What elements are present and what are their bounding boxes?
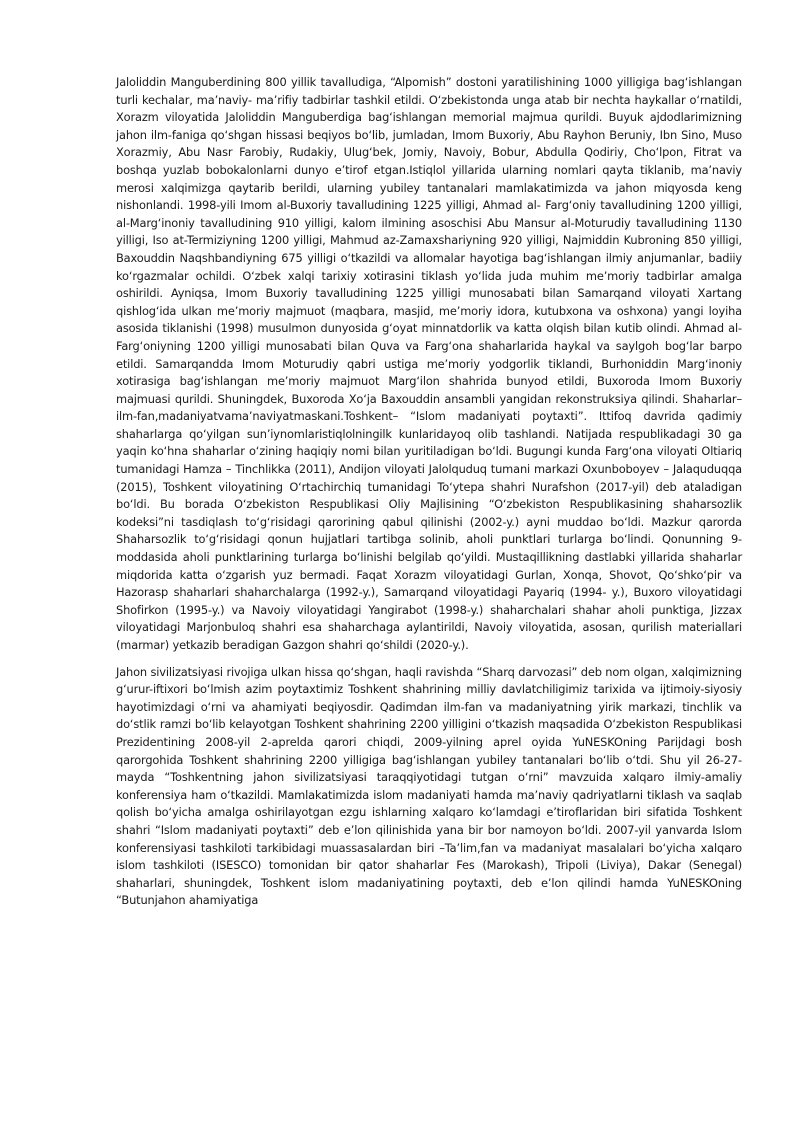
paragraph-1: Jaloliddin Manguberdining 800 yillik tavalludiga, “Alpomish” dostoni yaratilishining 1000 yilligiga bag‘ishlangan turli kechalar, ma’naviy- ma’rifiy tadbirlar tashkil etildi. O‘zbekistonda unga atab bir nechta haykallar o‘rnatildi, Xorazm viloyatida Jaloliddin Manguberdiga bag‘ishlangan memorial majmua qurildi. Buyuk ajdodlarimizning jahon ilm-faniga qo‘shgan hissasi beqiyos bo‘lib, jumladan, Imom Buxoriy, Abu Rayhon Beruniy, Ibn Sino, Muso Xorazmiy, Abu Nasr Farobiy, Rudakiy, Ulug‘bek, Jomiy, Navoiy, Bobur, Abdulla Qodiriy, Cho‘lpon, Fitrat va boshqa yuzlab bobokalonlarni dunyo e’tirof etgan.Istiqlol yillarida ularning nomlari qayta tiklanib, ma’naviy merosi xalqimizga qaytarib berildi, ularning yubiley tantanalari mamlakatimizda va jahon miqyosda keng nishonlandi. 1998-yili Imom al-Buxoriy tavalludining 1225 yilligi, Ahmad al- Farg‘oniy tavalludining 1200 yilligi, al-Marg‘inoniy tavalludining 910 yilligi, kalom ilmining asoschisi Abu Mansur al-Moturudiy tavalludining 1130 yilligi, Iso at-Termiziyning 1200 yilligi, Mahmud az-Zamaxshariyning 920 yilligi, Najmiddin Kubroning 850 yilligi, Baxouddin Naqshbandiyning 675 yilligi o‘tkazildi va allomalar hayotiga bag‘ishlangan ilmiy anjumanlar, badiiy ko‘rgazmalar ochildi. O‘zbek xalqi tarixiy xotirasini tiklash yo‘lida juda muhim me’moriy tadbirlar amalga oshirildi. Ayniqsa, Imom Buxoriy tavalludining 1225 yilligi munosabati bilan Samarqand viloyati Xartang qishlog‘ida ulkan me’moriy majmuot (maqbara, masjid, me’moriy idora, kutubxona va oshxona) yangi loyiha asosida tiklanishi (1998) musulmon dunyosida g‘oyat minnatdorlik va katta olqish bilan kutib olindi. Ahmad al- Farg‘oniyning 1200 yilligi munosabati bilan Quva va Farg‘ona shaharlarida haykal va saylgoh bog‘lar barpo etildi. Samarqandda Imom Moturudiy qabri ustiga me’moriy yodgorlik tiklandi, Burhoniddin Marg‘inoniy xotirasiga bag‘ishlangan me’moriy majmuot Marg‘ilon shahrida bunyod etildi, Buxoroda Imom Buxoriy majmuasi qurildi. Shuningdek, Buxoroda Xo‘ja Baxouddin ansambli yangidan rekonstruksiya qilindi. Shaharlar–ilm-fan,madaniyatvama’naviyatmaskani.Toshkent– “Islom madaniyati poytaxti”. Ittifoq davrida qadimiy shaharlarga qo‘yilgan sun’iynomlaristiqlolningilk kunlaridayoq olib tashlandi. Natijada respublikadagi 30 ga yaqin ko‘hna shaharlar o‘zining haqiqiy nomi bilan yuritiladigan bo‘ldi. Bugungi kunda Farg‘ona viloyati Oltiariq tumanidagi Hamza – Tinchlikka (2011), Andijon viloyati Jalolquduq tumani markazi Oxunboboyev – Jalaquduqqa (2015), Toshkent viloyatining O‘rtachirchiq tumanidagi To‘ytepa shahri Nurafshon (2017-yil) deb ataladigan bo‘ldi. Bu borada O‘zbekiston Respublikasi Oliy Majlisining “O‘zbekiston Respublikasining shaharsozlik kodeksi”ni tasdiqlash to‘g‘risidagi qarorining qabul qilinishi (2002-y.) ayni muddao bo‘ldi. Mazkur qarorda Shaharsozlik to‘g‘risidagi qonun hujjatlari tartibga solinib, aholi punktlari turlarga bo‘lindi. Qonunning 9-moddasida aholi punktlarining turlarga bo‘linishi belgilab qo‘yildi. Mustaqillikning dastlabki yillarida shaharlar miqdorida katta o‘zgarish yuz bermadi. Faqat Xorazm viloyatidagi Gurlan, Xonqa, Shovot, Qo‘shko‘pir va Hazorasp shaharlari shaharchalarga (1992-y.), Samarqand viloyatidagi Payariq (1994- y.), Buxoro viloyatidagi Shofirkon (1995-y.) va Navoiy viloyatidagi Yangirabot (1998-y.) shaharchalari shahar aholi punktiga, Jizzax viloyatidagi Marjonbuloq shahri esa shaharchaga aylantirildi, Navoiy viloyatida, asosan, qurilish materiallari (marmar) yetkazib beradigan Gazgon shahri qo‘shildi (2020-y.). — [116, 75, 742, 652]
paragraph-2: Jahon sivilizatsiyasi rivojiga ulkan hissa qo‘shgan, haqli ravishda “Sharq darvozasi” deb nom olgan, xalqimizning g‘urur-iftixori bo‘lmish azim poytaxtimiz Toshkent shahrining milliy davlatchiligimiz tarixida va ijtimoiy-siyosiy hayotimizdagi o‘rni va ahamiyati beqiyosdir. Qadimdan ilm-fan va madaniyatning yirik markazi, tinchlik va do‘stlik ramzi bo‘lib kelayotgan Toshkent shahrining 2200 yilligini o‘tkazish maqsadida O‘zbekiston Respublikasi Prezidentining 2008-yil 2-aprelda qarori chiqdi, 2009-yilning aprel oyida YuNESKOning Parijdagi bosh qarorgohida Toshkent shahrining 2200 yilligiga bag‘ishlangan yubiley tantanalari bo‘lib o‘tdi. Shu yil 26-27-mayda “Toshkentning jahon sivilizatsiyasi taraqqiyotidagi tutgan o‘rni” mavzuida xalqaro ilmiy-amaliy konferensiya ham o‘tkazildi. Mamlakatimizda islom madaniyati hamda ma’naviy qadriyatlarni tiklash va saqlab qolish bo‘yicha amalga oshirilayotgan ezgu ishlarning xalqaro ko‘lamdagi e’tiroflaridan biri sifatida Toshkent shahri “Islom madaniyati poytaxti” deb e’lon qilinishida yana bir bor namoyon bo‘ldi. 2007-yil yanvarda Islom konferensiyasi tashkiloti tarkibidagi muassasalardan biri –Ta’lim,fan va madaniyat masalalari bo‘yicha xalqaro islom tashkiloti (ISESCO) tomonidan bir qator shaharlar Fes (Marokash), Tripoli (Liviya), Dakar (Senegal) shaharlari, shuningdek, Toshkent islom madaniyatining poytaxti, deb e’lon qilindi hamda YuNESKOning “Butunjahon ahamiyatiga — [116, 664, 742, 908]
document-page — [116, 74, 742, 919]
